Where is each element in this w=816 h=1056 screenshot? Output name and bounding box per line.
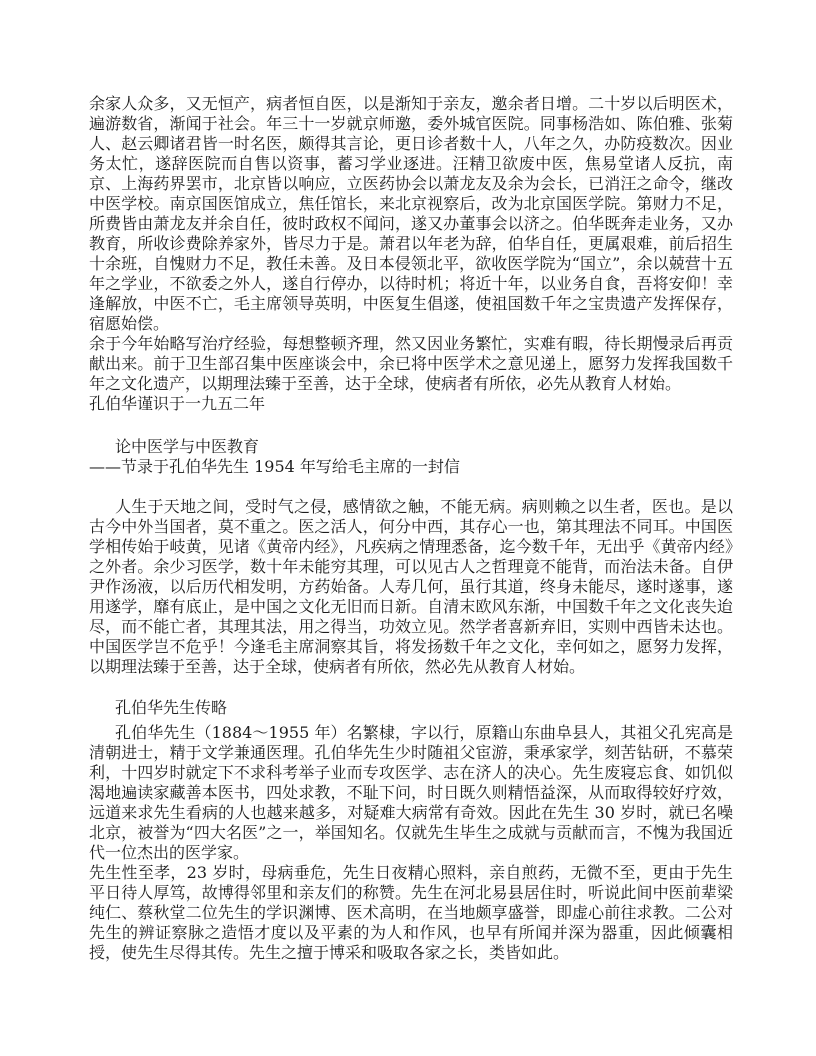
essay-title: 论中医学与中医教育 [115, 437, 260, 456]
biography-heading-section [89, 698, 733, 718]
essay-subtitle: ——节录于孔伯华先生 1954 年写给毛主席的一封信 [89, 457, 460, 476]
essay-body-section [89, 497, 733, 677]
biography-title: 孔伯华先生传略 [115, 698, 228, 717]
letter-paragraph-2: 余于今年始略写治疗经验，每想整顿齐理，然又因业务繁忙，实难有暇，待长期慢录后再贡献出来。前于卫生部召集中医座谈会中，余已将中医学术之意见递上，愿努力发挥我国数千年之文化遗产，以期理法臻于至善，达于全球，使病者有所依，必先从教育人材始。 [89, 334, 733, 393]
biography-paragraph-2: 先生性至孝，23 岁时，母病垂危，先生日夜精心照料，亲自煎药，无微不至，更由于先生平日待人厚笃，故博得邻里和亲友们的称赞。先生在河北易县居住时，听说此间中医前辈梁纯仁、蔡秋堂二位先生的学识渊博、医术高明，在当地颇享盛誉，即虚心前往求教。二公对先生的辨证察脉之造悟才度以及平素的为人和作风，也早有所闻并深为器重，因此倾囊相授，使先生尽得其传。先生之擅于博采和吸取各家之长，类皆如此。 [89, 863, 733, 962]
letter-paragraph-1: 余家人众多，又无恒产，病者恒自医，以是渐知于亲友，邀余者日增。二十岁以后明医术，遍游数省，渐闻于社会。年三十一岁就京师邀，委外城官医院。同事杨浩如、陈伯雅、张菊人、赵云卿诸君皆一时名医，颇得其言论，更日诊者数十人，八年之久，办防疫数次。因业务太忙，遂辞医院而自售以资事，蓄习学业逐进。汪精卫欲废中医，焦易堂诸人反抗，南京、上海药界罢市，北京皆以响应，立医药协会以萧龙友及余为会长，已消汪之命令，继改中医学校。南京国医馆成立，焦任馆长，来北京视察后，改为北京国医学院。第财力不足，所费皆由萧龙友并余自任，彼时政权不闻问，遂又办董事会以济之。伯华既奔走业务，又办教育，所收诊费除养家外，皆尽力于是。萧君以年老为辞，伯华自任，更属艰难，前后招生十余班，自愧财力不足，教任未善。及日本侵领北平，欲收医学院为“国立”，余以兢营十五年之学业，不欲委之外人，遂自行停办，以待时机；将近十年，以业务自食，吾将安仰！幸逢解放，中医不亡，毛主席领导英明，中医复生倡遂，使祖国数千年之宝贵遗产发挥保存，宿愿始偿。 [89, 94, 733, 333]
essay-heading-section [89, 437, 733, 477]
biography-body-section [89, 723, 733, 963]
letter-1952-section [89, 94, 733, 414]
biography-paragraph-1: 孔伯华先生（1884～1955 年）名繁棣，字以行，原籍山东曲阜县人，其祖父孔宪高是清朝进士，精于文学兼通医理。孔伯华先生少时随祖父宦游，秉承家学，刻苦钻研，不慕荣利，十四岁时就定下不求科考举子业而专攻医学、志在济人的决心。先生废寝忘食、如饥似渴地遍读家藏善本医书，四处求教，不耻下问，时日既久则精悟益深，从而取得较好疗效，远道来求先生看病的人也越来越多，对疑难大病常有奇效。因此在先生 30 岁时，就已名噪北京，被誉为“四大名医”之一，举国知名。仅就先生毕生之成就与贡献而言，不愧为我国近代一位杰出的医学家。 [89, 723, 733, 862]
letter-signature: 孔伯华谨识于一九五二年 [89, 394, 266, 413]
essay-body: 人生于天地之间，受时气之侵，感情欲之触，不能无病。病则赖之以生者，医也。是以古今中外当国者，莫不重之。医之活人，何分中西，其存心一也，第其理法不同耳。中国医学相传始于岐黄，见诸《黄帝内经》，凡疾病之情理悉备，迄今数千年，无出乎《黄帝内经》之外者。余少习医学，数十年未能穷其理，可以见古人之哲理竟不能背，而治法未备。自伊尹作汤液，以后历代相发明，方药始备。人寿几何，虽行其道，终身未能尽，遂时遂事，遂用遂学，靡有底止，是中国之文化无旧而日新。自清末欧风东渐，中国数千年之文化丧失迨尽，而不能亡者，其理其法，用之得当，功效立见。然学者喜新弃旧，实则中西皆未达也。中国医学岂不危乎！今逢毛主席洞察其旨，将发扬数千年之文化，幸何如之，愿努力发挥，以期理法臻于至善，达于全球，使病者有所依，然必先从教育人材始。 [89, 497, 733, 676]
